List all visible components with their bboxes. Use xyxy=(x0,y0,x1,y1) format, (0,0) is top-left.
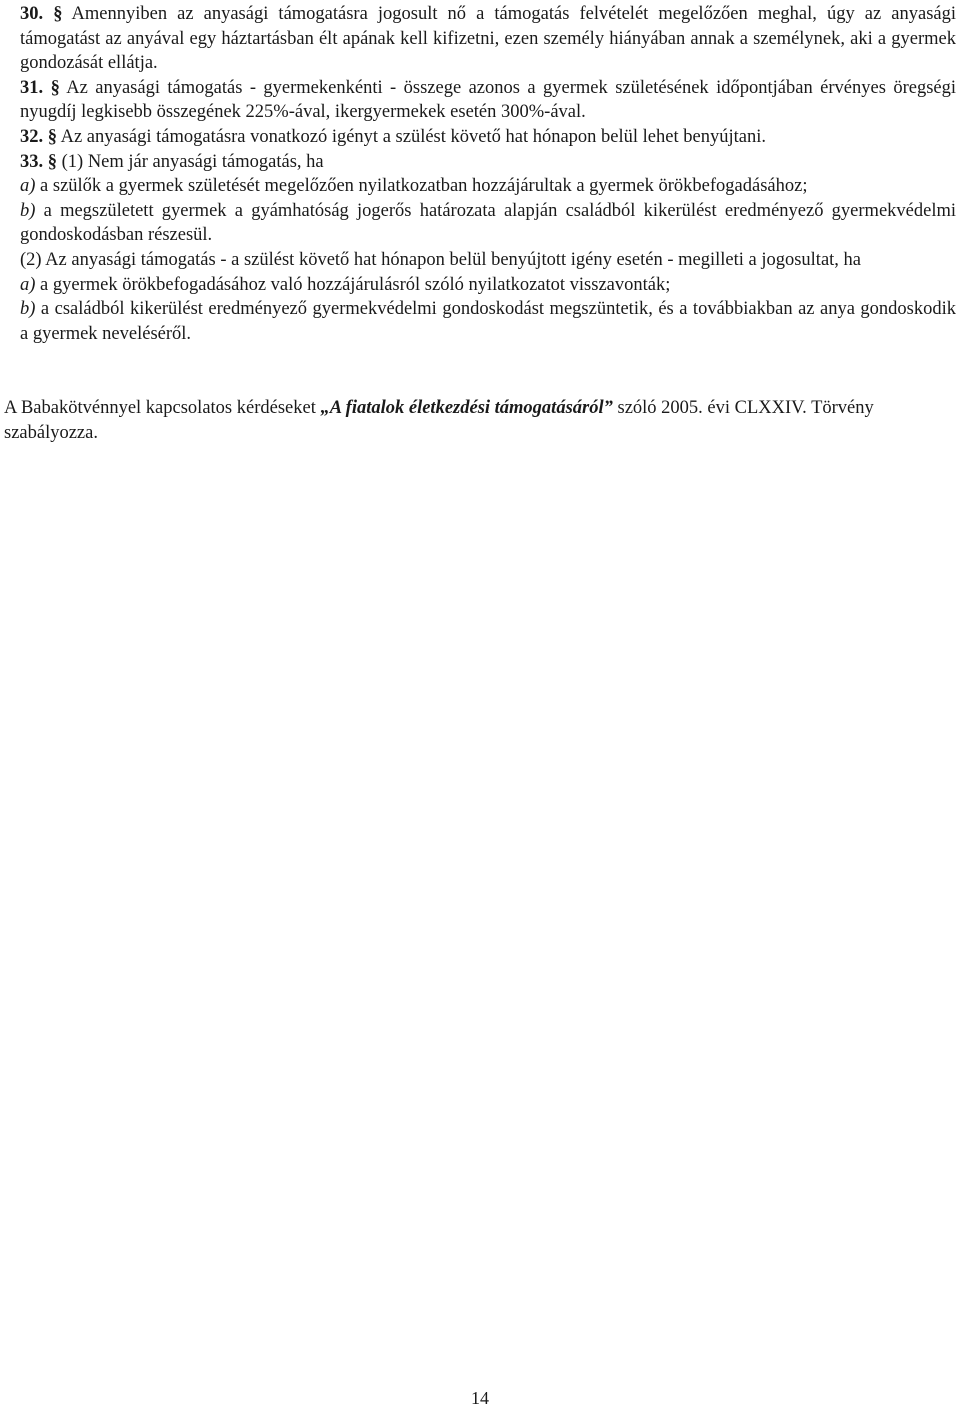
closing-text: A Babakötvénnyel kapcsolatos kérdéseket xyxy=(4,398,321,418)
item-text: a családból kikerülést eredményező gyermekvédelmi gondoskodást megszüntetik, és a továbbiakban az anya gondoskodik a gyermek neveléséről. xyxy=(20,299,956,344)
section-33-p1-a xyxy=(20,174,956,199)
section-32 xyxy=(20,125,956,150)
section-text: (1) Nem jár anyasági támogatás, ha xyxy=(57,151,324,172)
section-text: (2) Az anyasági támogatás - a szülést követő hat hónapon belül benyújtott igény esetén - megilleti a jogosultat, ha xyxy=(20,249,862,270)
section-sign: § xyxy=(50,77,60,98)
section-31 xyxy=(20,76,956,125)
item-text: a szülők a gyermek születését megelőzően nyilatkozatban hozzájárultak a gyermek örökbefogadásához; xyxy=(35,176,808,197)
section-sign: § xyxy=(53,4,63,24)
section-number: 32. xyxy=(20,126,44,147)
section-33-p2 xyxy=(20,248,956,273)
section-33-p2-b xyxy=(20,297,956,346)
section-number: 33. xyxy=(20,151,44,172)
item-label: b) xyxy=(20,299,36,320)
section-number: 31. xyxy=(20,77,44,98)
section-sign: § xyxy=(47,126,57,147)
law-title: „A fiatalok életkezdési támogatásáról” xyxy=(320,398,613,418)
section-30 xyxy=(20,2,956,76)
legal-text-block xyxy=(20,2,956,346)
section-33-p1 xyxy=(20,150,956,175)
closing-note xyxy=(4,396,944,445)
section-33-p2-a xyxy=(20,273,956,298)
section-sign: § xyxy=(47,151,57,172)
section-33-p1-b xyxy=(20,199,956,248)
section-number: 30. xyxy=(20,4,44,24)
section-text: Amennyiben az anyasági támogatásra jogosult nő a támogatás felvételét megelőzően meghal, úgy az anyasági támogatást az anyával egy háztartásban élt apának kell kifizetni, ezen személy hiányában annak a személynek, aki a gyermek gondozását ellátja. xyxy=(20,4,957,74)
item-text: a gyermek örökbefogadásához való hozzájárulásról szóló nyilatkozatot visszavonták; xyxy=(35,274,671,295)
item-text: a megszületett gyermek a gyámhatóság jogerős határozata alapján családból kikerülést eredményező gyermekvédelmi gondoskodásban részesül. xyxy=(20,200,956,246)
page-number: 14 xyxy=(471,1388,489,1408)
section-text: Az anyasági támogatás - gyermekenkénti - összege azonos a gyermek születésének időpontjában érvényes öregségi nyugdíj legkisebb összegének 225%-ával, ikergyermekek esetén 300%-ával. xyxy=(20,77,956,123)
item-label: a) xyxy=(20,176,36,197)
section-text: Az anyasági támogatásra vonatkozó igényt a szülést követő hat hónapon belül lehet benyújtani. xyxy=(57,126,766,147)
item-label: a) xyxy=(20,274,36,295)
closing-text: szóló 2005. évi CLXXIV. Törvény szabályozza. xyxy=(4,398,874,443)
item-label: b) xyxy=(20,200,36,221)
